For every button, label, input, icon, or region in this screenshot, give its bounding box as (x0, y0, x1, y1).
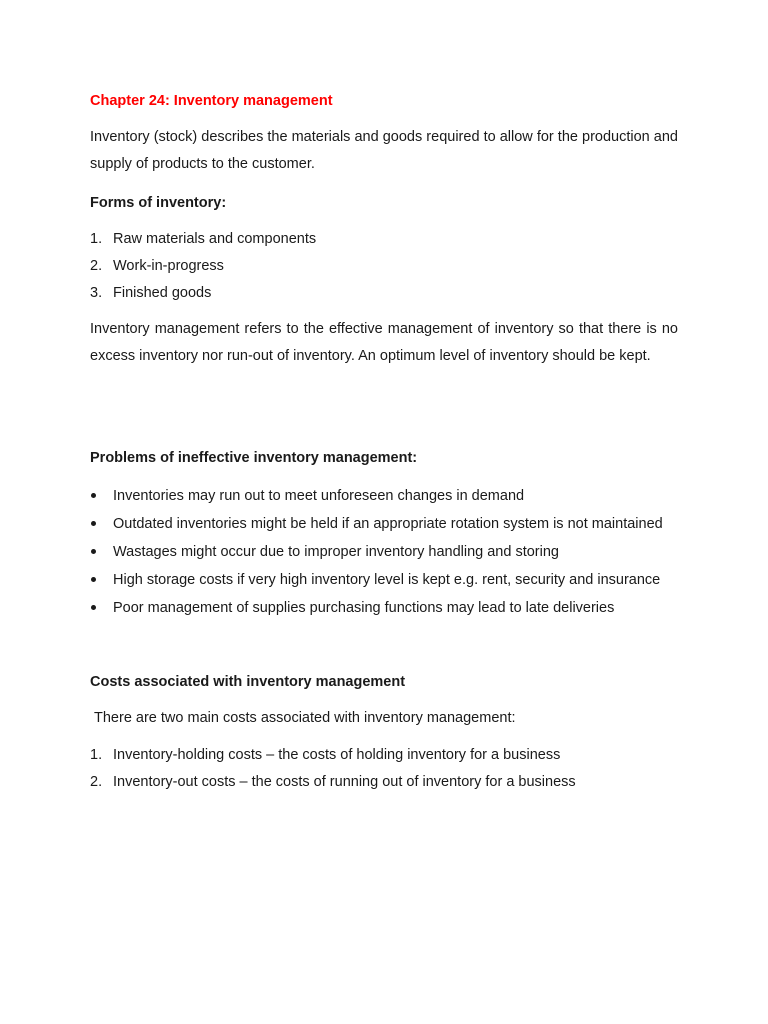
problems-list (90, 482, 690, 622)
list-item-text: Finished goods (113, 285, 212, 301)
list-number: 1. (90, 231, 103, 247)
list-item (90, 538, 690, 566)
list-item (90, 253, 690, 280)
bullet-icon (91, 577, 96, 582)
list-number: 2. (90, 774, 103, 790)
list-item-text: Inventory-holding costs – the costs of holding inventory for a business (113, 747, 561, 763)
forms-heading: Forms of inventory: (90, 195, 227, 211)
forms-list (90, 226, 690, 307)
list-item-text: Work-in-progress (113, 258, 224, 274)
list-item-text: Outdated inventories might be held if an appropriate rotation system is not maintained (113, 516, 663, 532)
list-number: 2. (90, 258, 103, 274)
chapter-title: Chapter 24: Inventory management (90, 93, 333, 109)
list-item-text: Inventory-out costs – the costs of running out of inventory for a business (113, 774, 576, 790)
management-paragraph: Inventory management refers to the effective management of inventory so that there is no excess inventory nor run-out of inventory. An optimum level of inventory should be kept. (90, 321, 678, 364)
costs-heading: Costs associated with inventory management (90, 674, 406, 690)
bullet-icon (91, 605, 96, 610)
list-item-text: Inventories may run out to meet unforeseen changes in demand (113, 488, 525, 504)
list-item-text: Raw materials and components (113, 231, 317, 247)
list-item (90, 510, 690, 538)
list-item-text: Poor management of supplies purchasing functions may lead to late deliveries (113, 600, 615, 616)
list-item (90, 226, 690, 253)
bullet-icon (91, 549, 96, 554)
list-item-text: High storage costs if very high inventory level is kept e.g. rent, security and insurance (113, 572, 661, 588)
bullet-icon (91, 521, 96, 526)
bullet-icon (91, 493, 96, 498)
list-item (90, 769, 690, 796)
problems-heading: Problems of ineffective inventory management: (90, 450, 418, 466)
list-number: 1. (90, 747, 103, 763)
list-item (90, 280, 690, 307)
list-item (90, 594, 690, 622)
costs-list (90, 742, 690, 796)
list-item (90, 566, 690, 594)
list-item (90, 482, 690, 510)
list-item-text: Wastages might occur due to improper inventory handling and storing (113, 544, 559, 560)
list-item (90, 742, 690, 769)
costs-intro: There are two main costs associated with inventory management: (94, 710, 516, 726)
list-number: 3. (90, 285, 103, 301)
intro-paragraph: Inventory (stock) describes the materials and goods required to allow for the production and supply of products to the customer. (90, 129, 678, 172)
